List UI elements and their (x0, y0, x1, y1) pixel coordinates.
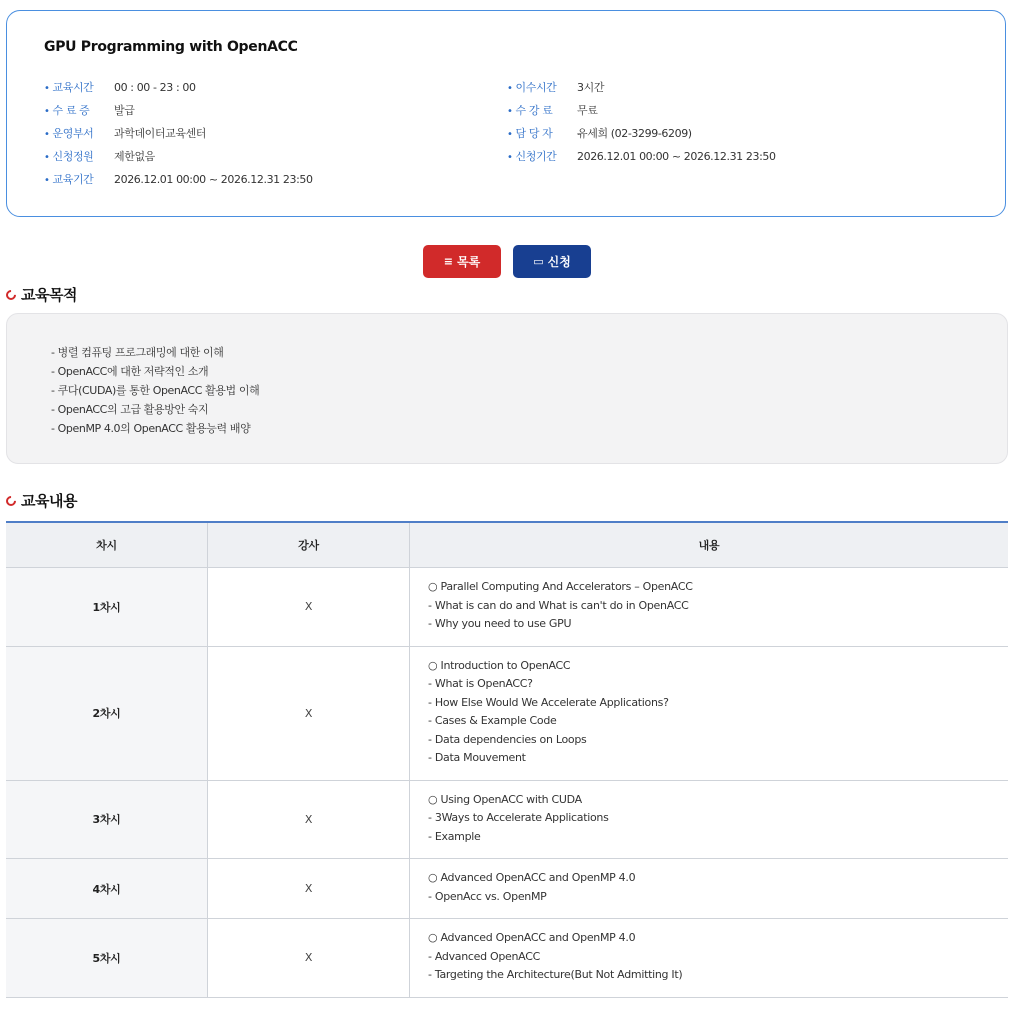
content-line: ○ Advanced OpenACC and OpenMP 4.0 (428, 931, 636, 944)
session-cell: 3차시 (6, 780, 208, 859)
schedule-table (6, 521, 1008, 998)
list-icon: ≡ (443, 255, 454, 268)
info-row-certificate (44, 102, 134, 118)
content-line: - What is OpenACC? (428, 677, 533, 690)
session-cell: 5차시 (6, 919, 208, 998)
info-row-capacity (44, 148, 155, 164)
table-row (6, 568, 1008, 647)
info-label: • 신청정원 (44, 148, 114, 164)
apply-button[interactable] (513, 245, 591, 278)
info-value: 과학데이터교육센터 (114, 127, 207, 140)
info-label: • 이수시간 (507, 79, 577, 95)
goals-list (51, 343, 259, 438)
contents-heading-text: 교육내용 (21, 492, 77, 510)
instructor-cell: X (208, 646, 410, 780)
content-line: ○ Advanced OpenACC and OpenMP 4.0 (428, 871, 636, 884)
content-line: - Data Mouvement (428, 751, 526, 764)
info-value: 2026.12.01 00:00 ~ 2026.12.31 23:50 (114, 172, 313, 186)
table-row (6, 919, 1008, 998)
info-value: 3시간 (577, 81, 605, 94)
instructor-cell: X (208, 859, 410, 919)
info-value: 무료 (577, 104, 598, 117)
info-label: • 수 료 증 (44, 102, 114, 118)
content-line: - Cases & Example Code (428, 714, 557, 727)
info-label: • 운영부서 (44, 125, 114, 141)
content-line: - How Else Would We Accelerate Applications? (428, 695, 669, 709)
info-row-contact (507, 125, 692, 141)
info-row-education-period (44, 171, 313, 187)
goal-item: - OpenACC의 고급 활용방안 숙지 (51, 403, 209, 416)
contents-heading (6, 490, 77, 511)
table-header-row (6, 522, 1008, 568)
content-line: - 3Ways to Accelerate Applications (428, 811, 609, 824)
content-cell (410, 919, 1009, 998)
goals-heading-text: 교육목적 (21, 286, 77, 304)
content-cell (410, 780, 1009, 859)
content-line: - Why you need to use GPU (428, 617, 572, 630)
info-label: • 신청기간 (507, 148, 577, 164)
content-line: ○ Parallel Computing And Accelerators – OpenACC (428, 580, 693, 593)
table-row (6, 859, 1008, 919)
info-value: 유세희 (02-3299-6209) (577, 127, 692, 140)
content-line: - OpenAcc vs. OpenMP (428, 889, 547, 903)
goal-item: - 쿠다(CUDA)를 통한 OpenACC 활용법 이해 (51, 384, 260, 397)
goal-item: - OpenACC에 대한 저략적인 소개 (51, 365, 209, 378)
content-cell (410, 646, 1009, 780)
column-header-content: 내용 (410, 522, 1009, 568)
info-label: • 수 강 료 (507, 102, 577, 118)
list-button[interactable] (423, 245, 501, 278)
goals-heading (6, 284, 77, 305)
session-cell: 2차시 (6, 646, 208, 780)
column-header-instructor: 강사 (208, 522, 410, 568)
apply-button-label: 신청 (547, 255, 571, 269)
content-cell (410, 859, 1009, 919)
content-line: - Advanced OpenACC (428, 949, 540, 963)
table-row (6, 780, 1008, 859)
info-label: • 교육시간 (44, 79, 114, 95)
session-cell: 4차시 (6, 859, 208, 919)
content-line: ○ Using OpenACC with CUDA (428, 792, 582, 806)
instructor-cell: X (208, 568, 410, 647)
content-cell (410, 568, 1009, 647)
list-button-label: 목록 (457, 255, 481, 269)
bullet-ring-icon (4, 493, 18, 507)
goal-item: - OpenMP 4.0의 OpenACC 활용능력 배양 (51, 422, 251, 435)
course-title: GPU Programming with OpenACC (44, 39, 298, 55)
action-buttons (0, 245, 1024, 279)
goal-item: - 병렬 컴퓨팅 프로그래밍에 대한 이해 (51, 346, 224, 359)
info-value: 00 : 00 - 23 : 00 (114, 80, 196, 94)
info-label: • 교육기간 (44, 171, 114, 187)
info-row-completion-hours (507, 79, 604, 95)
info-row-department (44, 125, 206, 141)
content-line: - Example (428, 829, 481, 843)
info-row-fee (507, 102, 597, 118)
table-row (6, 646, 1008, 780)
info-value: 제한없음 (114, 150, 155, 163)
goals-box (6, 313, 1008, 464)
session-cell: 1차시 (6, 568, 208, 647)
info-value: 발급 (114, 104, 135, 117)
content-line: - Targeting the Architecture(But Not Admitting It) (428, 968, 683, 981)
column-header-session: 차시 (6, 522, 208, 568)
info-label: • 담 당 자 (507, 125, 577, 141)
info-row-education-time (44, 79, 196, 95)
bullet-ring-icon (4, 287, 18, 301)
info-value: 2026.12.01 00:00 ~ 2026.12.31 23:50 (577, 149, 776, 163)
instructor-cell: X (208, 780, 410, 859)
instructor-cell: X (208, 919, 410, 998)
info-row-application-period (507, 148, 776, 164)
content-line: ○ Introduction to OpenACC (428, 658, 571, 672)
content-line: - What is can do and What is can't do in OpenACC (428, 598, 689, 612)
content-line: - Data dependencies on Loops (428, 732, 587, 746)
course-info-box (6, 10, 1006, 217)
apply-icon: ▭ (533, 255, 544, 268)
